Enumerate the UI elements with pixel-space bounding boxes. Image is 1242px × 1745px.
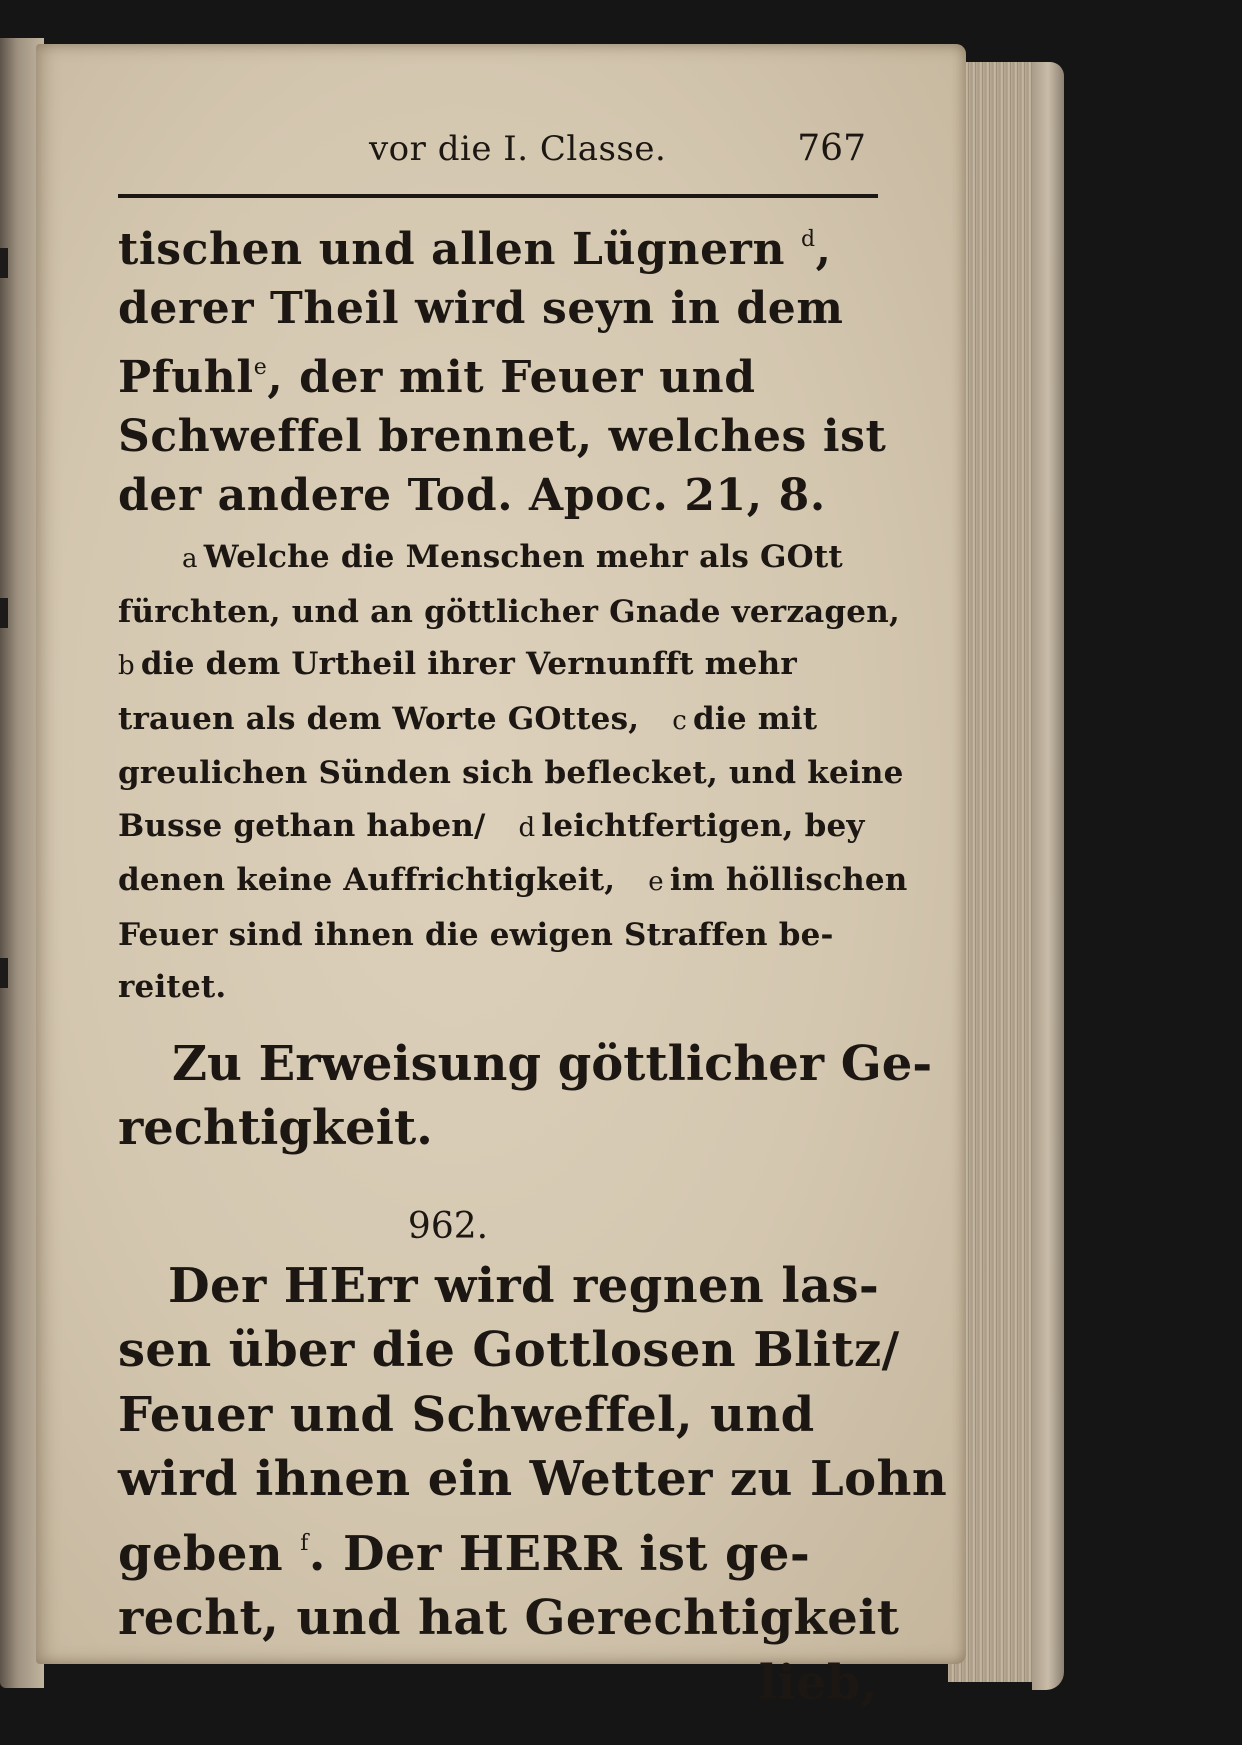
verse-line	[118, 1512, 878, 1587]
verse-line: wird ihnen ein Wetter zu Lohn	[118, 1451, 948, 1507]
verse-line-text: Der HERR ist ge-	[343, 1525, 811, 1582]
footnote-marker: e	[648, 867, 664, 897]
main-line-tail: , der mit Feuer und	[267, 352, 756, 403]
binding-notch	[0, 248, 8, 278]
footnote-marker: b	[118, 651, 135, 681]
verse-line: sen über die Gottlosen Blitz/	[118, 1322, 900, 1378]
verse-line-sep: .	[308, 1525, 326, 1582]
text-block	[118, 128, 948, 1715]
main-line: Schweffel brennet, welches ist	[118, 411, 887, 462]
footnote-line-text: die dem Urtheil ihrer Vernunfft mehr	[140, 646, 797, 682]
verse-line: Der HErr wird regnen las-	[168, 1257, 880, 1314]
main-line: derer Theil wird seyn in dem	[118, 283, 844, 334]
verse-number: 962.	[407, 1205, 489, 1247]
footnote-line	[118, 531, 878, 586]
footnotes	[118, 531, 908, 1014]
main-line-text: Pfuhl	[118, 352, 254, 403]
section-heading-line: Zu Erweisung göttlicher Ge-	[172, 1035, 933, 1092]
footnote-line: reitet.	[118, 969, 227, 1005]
head-rule	[118, 194, 878, 198]
footnote-line-tail: im höllischen	[669, 862, 908, 898]
footnote-mark: f	[300, 1530, 309, 1556]
main-line	[118, 338, 878, 407]
footnote-mark: d	[800, 227, 816, 252]
verse-line: lieb,	[758, 1654, 878, 1711]
section-heading	[118, 1032, 933, 1160]
page-number: 767	[797, 128, 866, 169]
footnote-mark: e	[253, 355, 268, 380]
verse-line: Feuer und Schweffel, und	[118, 1386, 815, 1443]
cover-edge	[1032, 62, 1064, 1690]
verse-text	[118, 1254, 948, 1716]
section-heading-line: rechtigkeit.	[118, 1099, 433, 1156]
footnote-line	[118, 800, 878, 855]
footnote-marker: c	[672, 705, 687, 736]
verse-line: recht, und hat Gerechtigkeit	[118, 1590, 900, 1646]
footnote-line	[118, 693, 878, 748]
running-head-title: vor die I. Classe.	[368, 129, 667, 169]
footnote-line-tail: leichtfertigen, bey	[541, 807, 865, 844]
footnote-line-tail: die mit	[693, 700, 818, 737]
main-line-text: tischen und allen Lügnern	[118, 224, 786, 275]
footnote-line: greulichen Sünden sich beflecket, und keine	[118, 755, 904, 791]
footnote-marker: d	[518, 812, 536, 843]
footnote-line: fürchten, und an göttlicher Gnade verzagen,	[118, 593, 900, 630]
footnote-line	[118, 854, 908, 909]
verse-line-text: geben	[118, 1525, 284, 1582]
binding-notch	[0, 958, 8, 988]
main-line: der andere Tod. Apoc. 21, 8.	[118, 470, 826, 521]
footnote-line	[118, 638, 878, 693]
main-text	[118, 210, 887, 525]
main-line	[118, 210, 878, 279]
footnote-line-text: trauen als dem Worte GOttes,	[118, 700, 640, 737]
book-page	[36, 44, 966, 1711]
footnote-line: Feuer sind ihnen die ewigen Straffen be-	[118, 916, 834, 953]
footnote-line-text: Welche die Menschen mehr als GOtt	[203, 539, 843, 575]
footnote-marker: a	[182, 544, 198, 574]
footnote-line-text: Busse gethan haben/	[118, 807, 486, 844]
binding-notch	[0, 598, 8, 628]
main-line-tail: ,	[815, 224, 832, 275]
running-head	[118, 128, 878, 186]
footnote-line-text: denen keine Auffrichtigkeit,	[118, 862, 616, 898]
